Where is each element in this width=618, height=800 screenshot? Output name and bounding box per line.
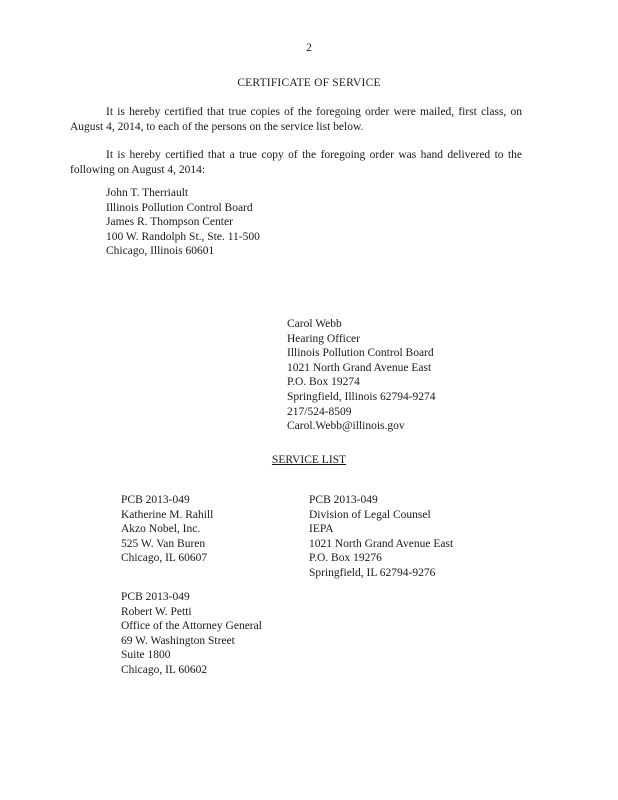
service-line: IEPA <box>309 523 334 536</box>
recipient-line: John T. Therriault <box>106 187 189 199</box>
service-line: PCB 2013-049 <box>121 494 190 506</box>
signature-line: Springfield, Illinois 62794-9274 <box>287 390 436 403</box>
service-line: 69 W. Washington Street <box>121 634 235 647</box>
service-line: Springfield, IL 62794-9276 <box>309 566 436 579</box>
page-number: 2 <box>306 42 312 54</box>
mail-certification-paragraph <box>70 105 522 134</box>
service-line: PCB 2013-049 <box>121 591 190 603</box>
service-line: Division of Legal Counsel <box>309 508 431 521</box>
service-list-title: SERVICE LIST <box>271 454 347 466</box>
service-line: Robert W. Petti <box>121 605 192 618</box>
recipient-line: Chicago, Illinois 60601 <box>106 245 215 258</box>
signature-line: Illinois Pollution Control Board <box>287 347 434 360</box>
signature-line: P.O. Box 19274 <box>287 376 360 389</box>
signature-block <box>287 317 436 434</box>
service-line: Office of the Attorney General <box>121 620 262 633</box>
service-line: Chicago, IL 60607 <box>121 552 208 565</box>
service-line: Chicago, IL 60602 <box>121 663 208 676</box>
hand-delivery-recipient <box>106 186 260 259</box>
recipient-line: Illinois Pollution Control Board <box>106 201 253 214</box>
signature-line: Carol Webb <box>287 318 342 330</box>
signature-email: Carol.Webb@illinois.gov <box>287 420 405 433</box>
service-line: 525 W. Van Buren <box>121 537 206 550</box>
recipient-line: 100 W. Randolph St., Ste. 11-500 <box>106 230 260 243</box>
signature-line: 217/524-8509 <box>287 405 352 418</box>
service-line: Akzo Nobel, Inc. <box>121 523 201 536</box>
service-line: PCB 2013-049 <box>309 494 378 506</box>
signature-line: 1021 North Grand Avenue East <box>287 361 432 374</box>
service-list-entry <box>309 493 453 581</box>
service-line: Katherine M. Rahill <box>121 508 214 521</box>
service-list-entry <box>121 493 213 566</box>
hand-delivery-text: It is hereby certified that a true copy of the foregoing order was hand delivered to the following on August 4, 2014: <box>70 149 522 176</box>
service-list-entry <box>121 590 262 678</box>
mail-certification-text: It is hereby certified that true copies of the foregoing order were mailed, first class, on August 4, 2014, to each of the persons on the service list below. <box>70 106 522 133</box>
service-line: P.O. Box 19276 <box>309 552 382 565</box>
service-line: 1021 North Grand Avenue East <box>309 537 454 550</box>
hand-delivery-paragraph <box>70 148 522 177</box>
signature-line: Hearing Officer <box>287 332 360 345</box>
recipient-line: James R. Thompson Center <box>106 216 233 229</box>
service-line: Suite 1800 <box>121 649 171 662</box>
certificate-title: CERTIFICATE OF SERVICE <box>237 77 381 89</box>
